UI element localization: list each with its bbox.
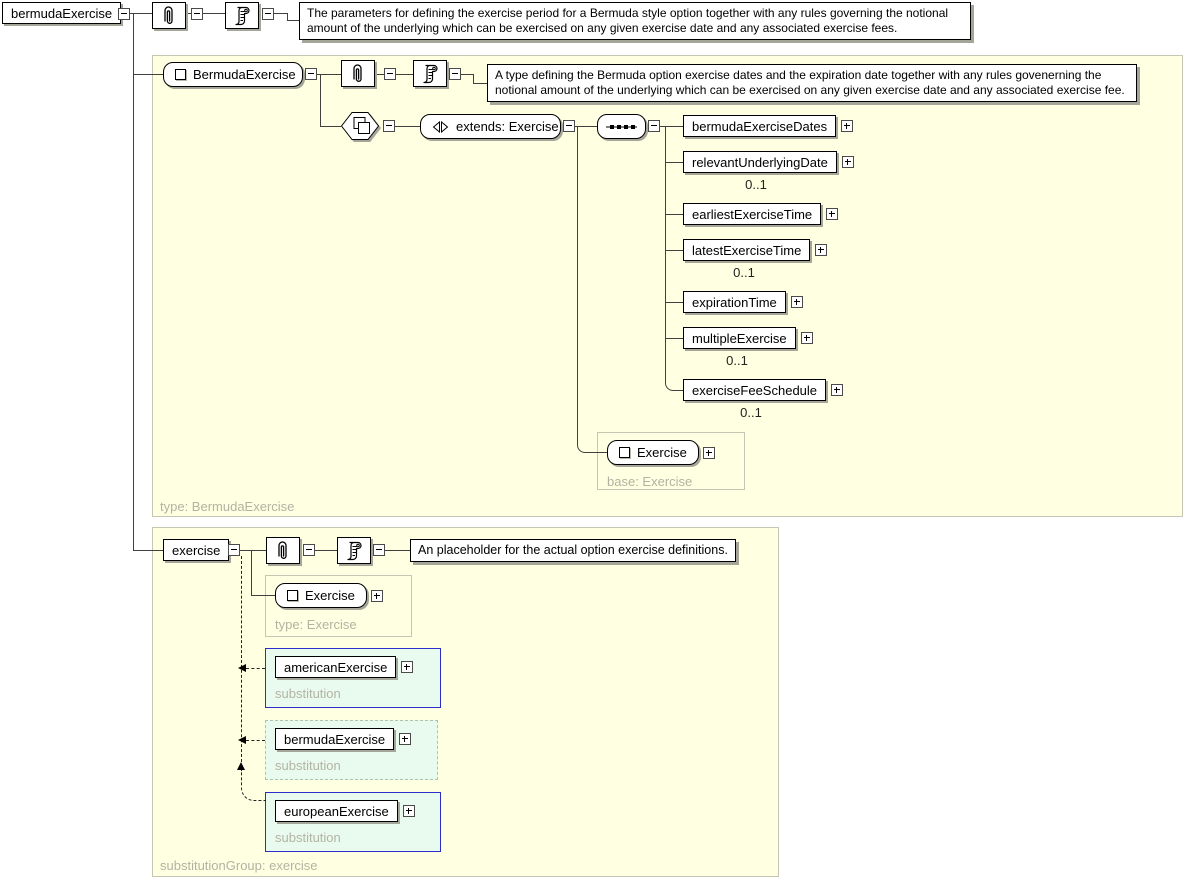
collapse-control[interactable] xyxy=(191,8,203,20)
attributes-node[interactable] xyxy=(341,60,375,87)
arrow-left-icon xyxy=(238,736,246,744)
collapse-control[interactable] xyxy=(303,544,315,556)
element-label: bermudaExercise xyxy=(284,731,386,747)
element-box[interactable] xyxy=(163,539,229,561)
extension-label: extends: Exercise xyxy=(456,119,559,134)
annotation-node[interactable] xyxy=(337,537,371,564)
connector-line xyxy=(203,13,226,14)
connector-line xyxy=(133,550,163,551)
occurrence-label: 0..1 xyxy=(726,353,748,368)
connector-line xyxy=(660,126,683,127)
connector-line xyxy=(396,74,413,75)
element-type-caption: type: Exercise xyxy=(275,617,357,632)
connector-line xyxy=(665,214,683,215)
base-type-node[interactable] xyxy=(607,440,699,465)
connector-line xyxy=(665,162,683,163)
connector-line xyxy=(251,595,276,596)
connector-line xyxy=(473,74,474,83)
connector-line xyxy=(385,550,410,551)
collapse-control[interactable] xyxy=(373,544,385,556)
child-element-node[interactable] xyxy=(683,115,853,137)
element-box[interactable] xyxy=(275,656,396,678)
complextype-bermudaexercise[interactable] xyxy=(163,62,303,87)
connector-line xyxy=(586,452,608,453)
element-box[interactable] xyxy=(683,291,786,313)
sequence-icon xyxy=(606,122,637,132)
expand-control[interactable] xyxy=(826,208,838,220)
type-name: Exercise xyxy=(305,588,355,603)
derivation-node[interactable] xyxy=(341,112,379,143)
triangles-icon xyxy=(432,121,449,133)
type-panel-footer: type: BermudaExercise xyxy=(160,499,295,514)
element-label: bermudaExerciseDates xyxy=(692,118,828,134)
element-label: exerciseFeeSchedule xyxy=(692,382,818,398)
child-element-node[interactable] xyxy=(683,151,854,173)
collapse-control[interactable] xyxy=(383,120,395,132)
element-label: relevantUnderlyingDate xyxy=(692,154,828,170)
collapse-control[interactable] xyxy=(449,68,461,80)
connector-line xyxy=(665,338,683,339)
expand-control[interactable] xyxy=(841,120,853,132)
connector-elbow xyxy=(665,379,683,391)
element-label: latestExerciseTime xyxy=(692,242,802,258)
collapse-control[interactable] xyxy=(228,544,240,556)
element-box[interactable] xyxy=(683,239,810,261)
type-annotation-box xyxy=(487,64,1137,102)
connector-line xyxy=(315,550,337,551)
type-name: BermudaExercise xyxy=(193,67,296,82)
square-icon xyxy=(175,69,186,80)
square-icon xyxy=(287,590,298,601)
collapse-control[interactable] xyxy=(563,120,575,132)
annotation-node[interactable] xyxy=(225,2,259,29)
arrow-left-icon xyxy=(238,664,246,672)
element-box[interactable] xyxy=(683,115,836,137)
expand-control[interactable] xyxy=(842,156,854,168)
collapse-control[interactable] xyxy=(305,68,317,80)
root-annotation-box xyxy=(299,2,971,40)
substitution-link-elbow xyxy=(241,770,266,801)
connector-line xyxy=(274,13,288,14)
expand-control[interactable] xyxy=(815,244,827,256)
element-label: expirationTime xyxy=(692,294,777,310)
scroll-icon xyxy=(230,4,254,28)
type-name: Exercise xyxy=(637,445,687,460)
extension-node[interactable] xyxy=(420,114,561,139)
collapse-control[interactable] xyxy=(384,68,396,80)
substitution-caption: substitution xyxy=(275,830,341,845)
element-box[interactable] xyxy=(683,203,821,225)
connector-line xyxy=(665,302,683,303)
element-label: americanExercise xyxy=(284,659,388,675)
element-annotation-box xyxy=(410,539,736,562)
group-head-node[interactable] xyxy=(163,539,229,561)
base-type-caption: base: Exercise xyxy=(607,474,693,489)
expand-control[interactable] xyxy=(403,805,415,817)
connector-line xyxy=(665,126,666,379)
root-element-node[interactable] xyxy=(2,2,121,24)
connector-line xyxy=(377,74,384,75)
expand-control[interactable] xyxy=(399,733,411,745)
expand-control[interactable] xyxy=(791,296,803,308)
child-element-node[interactable] xyxy=(683,203,838,225)
annotation-text: The parameters for defining the exercise period for a Bermuda style option together with any rules governing the notional amount of the underlying which can be exercised on any given exercise date and any associated exercise fees. xyxy=(307,6,949,35)
element-type-node[interactable] xyxy=(275,583,367,608)
sequence-node[interactable] xyxy=(597,114,646,139)
element-box[interactable] xyxy=(275,728,394,750)
substitution-link xyxy=(246,668,265,669)
element-label: exercise xyxy=(172,542,221,558)
collapse-control[interactable] xyxy=(648,120,660,132)
annotation-node[interactable] xyxy=(413,60,447,87)
paperclip-icon xyxy=(350,62,366,86)
child-element-node[interactable] xyxy=(683,379,843,401)
connector-line xyxy=(133,74,163,75)
child-element-node[interactable] xyxy=(683,291,803,313)
expand-control[interactable] xyxy=(371,590,383,602)
element-label: earliestExerciseTime xyxy=(692,206,813,222)
expand-control[interactable] xyxy=(831,384,843,396)
substitution-element-node[interactable] xyxy=(275,656,413,678)
element-label: bermudaExercise xyxy=(11,5,113,21)
expand-control[interactable] xyxy=(703,447,715,459)
paperclip-icon xyxy=(275,539,291,563)
substitution-caption: substitution xyxy=(275,686,341,701)
substitution-element-node[interactable] xyxy=(275,728,411,750)
substitution-caption: substitution xyxy=(275,758,341,773)
expand-control[interactable] xyxy=(401,661,413,673)
connector-line xyxy=(320,126,341,127)
collapse-control[interactable] xyxy=(118,8,130,20)
element-label: multipleExercise xyxy=(692,330,787,346)
connector-line xyxy=(287,20,299,21)
occurrence-label: 0..1 xyxy=(745,177,767,192)
arrow-up-icon xyxy=(237,762,245,770)
attributes-node[interactable] xyxy=(266,537,300,564)
element-definition-panel xyxy=(152,527,779,877)
connector-line xyxy=(575,126,597,127)
attributes-node[interactable] xyxy=(152,2,186,29)
child-element-node[interactable] xyxy=(683,327,813,349)
child-element-node[interactable] xyxy=(683,239,827,261)
connector-line xyxy=(320,74,321,126)
expand-control[interactable] xyxy=(801,332,813,344)
element-box[interactable] xyxy=(275,800,398,822)
substitution-element-node[interactable] xyxy=(275,800,415,822)
connector-line xyxy=(133,13,134,550)
element-box[interactable] xyxy=(2,2,121,24)
substitution-link xyxy=(246,740,265,741)
element-label: europeanExercise xyxy=(284,803,389,819)
connector-line xyxy=(395,126,420,127)
connector-line xyxy=(240,550,266,551)
element-panel-footer: substitutionGroup: exercise xyxy=(160,858,318,873)
occurrence-label: 0..1 xyxy=(740,405,762,420)
connector-line xyxy=(577,126,578,444)
substitution-link xyxy=(241,556,242,762)
annotation-text: An placeholder for the actual option exercise definitions. xyxy=(418,543,728,557)
square-icon xyxy=(619,447,630,458)
collapse-control[interactable] xyxy=(262,8,274,20)
element-box[interactable] xyxy=(683,327,796,349)
connector-line xyxy=(251,550,252,595)
paperclip-icon xyxy=(161,4,177,28)
occurrence-label: 0..1 xyxy=(733,265,755,280)
annotation-text: A type defining the Bermuda option exercise dates and the expiration date together with any rules govenerning the notional amount of the underlying which can be exercised on any given exercise date and any associated exercise fee. xyxy=(495,68,1125,97)
element-box[interactable] xyxy=(683,151,837,173)
scroll-icon xyxy=(342,539,366,563)
connector-line xyxy=(473,83,487,84)
connector-line xyxy=(665,250,683,251)
scroll-icon xyxy=(418,62,442,86)
element-box[interactable] xyxy=(683,379,826,401)
